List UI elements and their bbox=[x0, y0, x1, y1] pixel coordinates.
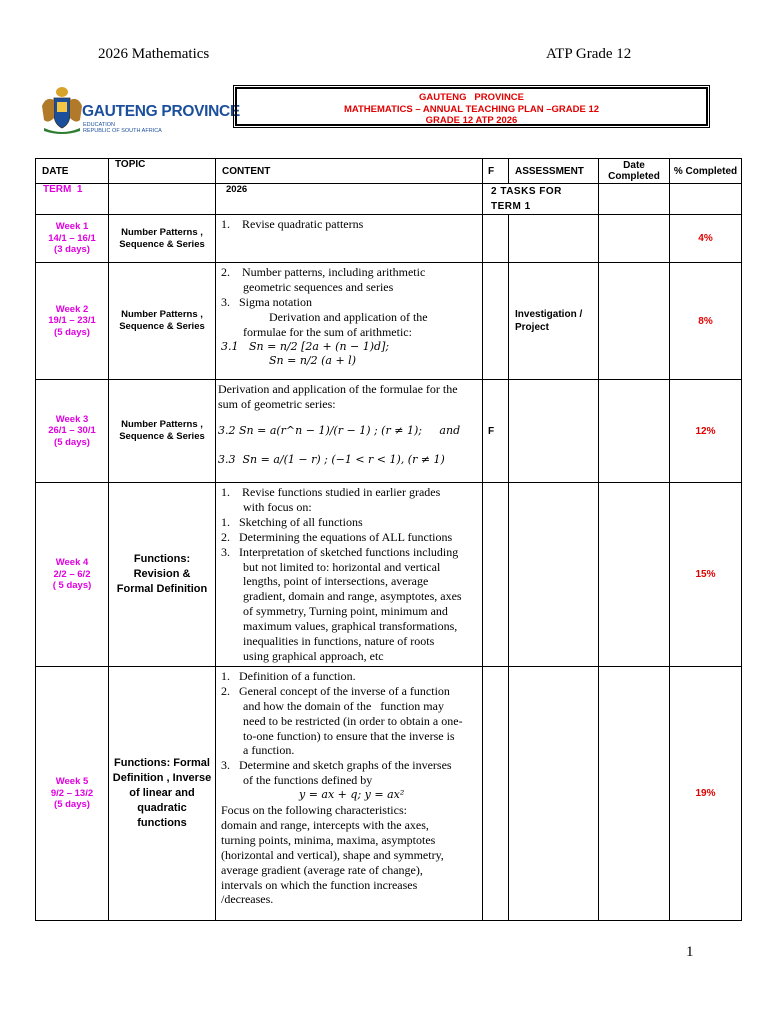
topic-line: quadratic bbox=[137, 801, 187, 814]
topic-line: Functions: Formal bbox=[114, 756, 210, 769]
week-dates: 9/2 – 13/2 bbox=[50, 787, 94, 799]
term-label: TERM 1 bbox=[36, 184, 109, 215]
term-row bbox=[36, 184, 742, 215]
content-line: geometric sequences and series bbox=[243, 279, 394, 294]
week-cell bbox=[36, 483, 109, 667]
content-line: /decreases. bbox=[221, 892, 274, 907]
topic-line: Revision & bbox=[133, 567, 191, 580]
week-days: (5 days) bbox=[54, 799, 90, 811]
content-line: 2. General concept of the inverse of a function bbox=[221, 683, 450, 698]
term-tasks-line-2: TERM 1 bbox=[491, 201, 531, 212]
f-cell bbox=[483, 666, 509, 920]
topic-line: of linear and bbox=[129, 786, 195, 799]
table-row bbox=[36, 215, 742, 263]
document-title-box bbox=[235, 87, 708, 126]
topic-cell bbox=[109, 263, 216, 380]
term-tasks-line-1: 2 TASKS FOR bbox=[491, 186, 562, 197]
topic-line: Sequence & Series bbox=[119, 431, 205, 442]
topic-cell bbox=[109, 215, 216, 263]
content-line: formulae for the sum of arithmetic: bbox=[243, 324, 412, 339]
table-row bbox=[36, 380, 742, 483]
week-cell bbox=[36, 215, 109, 263]
content-line: turning points, minima, maxima, asymptotes bbox=[221, 832, 436, 847]
col-content: CONTENT bbox=[216, 159, 483, 184]
topic-cell bbox=[109, 666, 216, 920]
content-line: intervals on which the function increases bbox=[221, 877, 418, 892]
content-cell bbox=[216, 215, 483, 263]
term-pct-cell bbox=[670, 184, 742, 215]
topic-cell bbox=[109, 380, 216, 483]
content-line: Derivation and application of the bbox=[269, 309, 428, 324]
content-line: 3. Interpretation of sketched functions including bbox=[221, 544, 459, 559]
formula-line: 3.1 Sn = n/2 [2a + (n − 1)d]; bbox=[221, 339, 390, 353]
content-line: 2. Determining the equations of ALL functions bbox=[221, 529, 453, 544]
content-line: need to be restricted (in order to obtain a one- bbox=[243, 713, 463, 728]
formula-line: 3.3 Sn = a/(1 − r) ; (−1 < r < 1), (r ≠ 1) bbox=[218, 452, 445, 466]
date-completed-cell bbox=[599, 483, 670, 667]
week-dates: 2/2 – 6/2 bbox=[53, 568, 91, 580]
assessment-cell bbox=[509, 483, 599, 667]
page-number: 1 bbox=[686, 944, 694, 960]
table-header-row bbox=[36, 159, 742, 184]
week-dates: 19/1 – 23/1 bbox=[48, 315, 96, 327]
content-line: to-one function) to ensure that the inverse is bbox=[243, 728, 455, 743]
content-line: but not limited to: horizontal and vertical bbox=[243, 559, 441, 574]
f-cell bbox=[483, 263, 509, 380]
f-cell bbox=[483, 215, 509, 263]
content-line: sum of geometric series: bbox=[218, 396, 336, 411]
table-row bbox=[36, 666, 742, 920]
pct-completed: 12% bbox=[670, 380, 742, 483]
content-line: of the functions defined by bbox=[243, 773, 373, 788]
week-label: Week 4 bbox=[55, 557, 89, 569]
pct-completed: 8% bbox=[670, 263, 742, 380]
logo-subtitle-2: REPUBLIC OF SOUTH AFRICA bbox=[83, 128, 162, 134]
f-cell: F bbox=[483, 380, 509, 483]
assessment-cell bbox=[509, 380, 599, 483]
content-line: Derivation and application of the formulae for the bbox=[218, 382, 458, 396]
f-cell bbox=[483, 483, 509, 667]
content-line: 1. Revise quadratic patterns bbox=[221, 217, 364, 231]
content-line: 1. Definition of a function. bbox=[221, 668, 356, 683]
date-completed-cell bbox=[599, 215, 670, 263]
header-grade: ATP Grade 12 bbox=[546, 46, 632, 62]
title-line-1: GAUTENG PROVINCE bbox=[418, 92, 525, 103]
content-cell bbox=[216, 263, 483, 380]
content-line: average gradient (average rate of change), bbox=[221, 862, 423, 877]
coat-of-arms-icon bbox=[38, 84, 86, 136]
title-line-2: MATHEMATICS – ANNUAL TEACHING PLAN –GRADE 12 bbox=[343, 103, 600, 115]
content-line: and how the domain of the function may bbox=[243, 698, 444, 713]
assessment-cell bbox=[509, 215, 599, 263]
logo-name: GAUTENG PROVINCE bbox=[82, 103, 240, 120]
date-completed-cell bbox=[599, 380, 670, 483]
col-date-completed: Date Completed bbox=[599, 159, 670, 184]
week-label: Week 5 bbox=[55, 776, 89, 788]
term-topic-cell bbox=[109, 184, 216, 215]
week-label: Week 1 bbox=[55, 221, 89, 233]
topic-line: Definition , Inverse bbox=[112, 771, 212, 784]
content-line: (horizontal and vertical), shape and symmetry, bbox=[221, 847, 444, 862]
content-line: maximum values, graphical transformations, bbox=[243, 619, 458, 634]
content-line: 1. Revise functions studied in earlier grades bbox=[221, 485, 441, 499]
week-dates: 26/1 – 30/1 bbox=[48, 425, 96, 437]
formula-line: y = ax + q; y = ax² bbox=[299, 788, 405, 802]
week-dates: 14/1 – 16/1 bbox=[48, 232, 96, 244]
table-row bbox=[36, 263, 742, 380]
content-line: with focus on: bbox=[243, 499, 312, 514]
week-cell bbox=[36, 380, 109, 483]
content-line: domain and range, intercepts with the axes, bbox=[221, 817, 429, 832]
content-line: lengths, point of intersections, average bbox=[243, 574, 429, 589]
topic-line: Number Patterns , bbox=[121, 309, 203, 320]
pct-completed: 4% bbox=[670, 215, 742, 263]
teaching-plan-table bbox=[35, 158, 742, 921]
topic-line: Sequence & Series bbox=[119, 321, 205, 332]
content-line: 1. Sketching of all functions bbox=[221, 514, 363, 529]
topic-cell bbox=[109, 483, 216, 667]
content-line: using graphical approach, etc bbox=[243, 648, 384, 663]
week-days: (5 days) bbox=[54, 436, 90, 448]
content-line: a function. bbox=[243, 743, 295, 758]
content-line: 3. Determine and sketch graphs of the inverses bbox=[221, 758, 452, 773]
term-tasks bbox=[483, 184, 599, 215]
formula-line: Sn = n/2 (a + l) bbox=[269, 354, 356, 368]
content-cell bbox=[216, 380, 483, 483]
col-topic: TOPIC bbox=[109, 159, 216, 184]
content-cell bbox=[216, 483, 483, 667]
date-completed-cell bbox=[599, 263, 670, 380]
assessment-cell bbox=[509, 263, 599, 380]
week-days: (3 days) bbox=[54, 244, 90, 256]
header-subject: 2026 Mathematics bbox=[98, 46, 210, 62]
assessment-line: Investigation / bbox=[515, 309, 583, 320]
title-line-3: GRADE 12 ATP 2026 bbox=[425, 115, 518, 126]
logo-subtitle-1: EDUCATION bbox=[83, 122, 115, 128]
content-line: 3. Sigma notation bbox=[221, 294, 312, 309]
content-line: Focus on the following characteristics: bbox=[221, 803, 407, 818]
topic-line: Number Patterns , bbox=[121, 226, 203, 238]
date-completed-cell bbox=[599, 666, 670, 920]
topic-line: functions bbox=[137, 816, 187, 829]
week-cell bbox=[36, 666, 109, 920]
week-days: (5 days) bbox=[54, 326, 90, 338]
week-label: Week 2 bbox=[55, 303, 89, 315]
col-f: F bbox=[483, 159, 509, 184]
col-pct-completed: % Completed bbox=[670, 159, 742, 184]
content-line: inequalities in functions, nature of roots bbox=[243, 634, 435, 649]
content-line: of symmetry, Turning point, minimum and bbox=[243, 604, 448, 619]
week-label: Week 3 bbox=[55, 413, 89, 425]
topic-line: Formal Definition bbox=[116, 582, 208, 595]
topic-line: Number Patterns , bbox=[121, 419, 203, 430]
pct-completed: 15% bbox=[670, 483, 742, 667]
assessment-line: Project bbox=[515, 322, 549, 333]
term-year: 2026 bbox=[216, 184, 483, 215]
table-row bbox=[36, 483, 742, 667]
topic-line: Sequence & Series bbox=[119, 238, 205, 250]
assessment-cell bbox=[509, 666, 599, 920]
topic-line: Functions: bbox=[133, 552, 191, 565]
formula-line: 3.2 Sn = a(r^n − 1)/(r − 1) ; (r ≠ 1); and bbox=[218, 423, 461, 437]
col-date: DATE bbox=[36, 159, 109, 184]
pct-completed: 19% bbox=[670, 666, 742, 920]
content-line: gradient, domain and range, asymptotes, axes bbox=[243, 589, 462, 604]
content-line: 2. Number patterns, including arithmetic bbox=[221, 265, 426, 279]
content-cell bbox=[216, 666, 483, 920]
col-assessment: ASSESSMENT bbox=[509, 159, 599, 184]
week-days: ( 5 days) bbox=[52, 580, 92, 592]
term-date-cell bbox=[599, 184, 670, 215]
week-cell bbox=[36, 263, 109, 380]
